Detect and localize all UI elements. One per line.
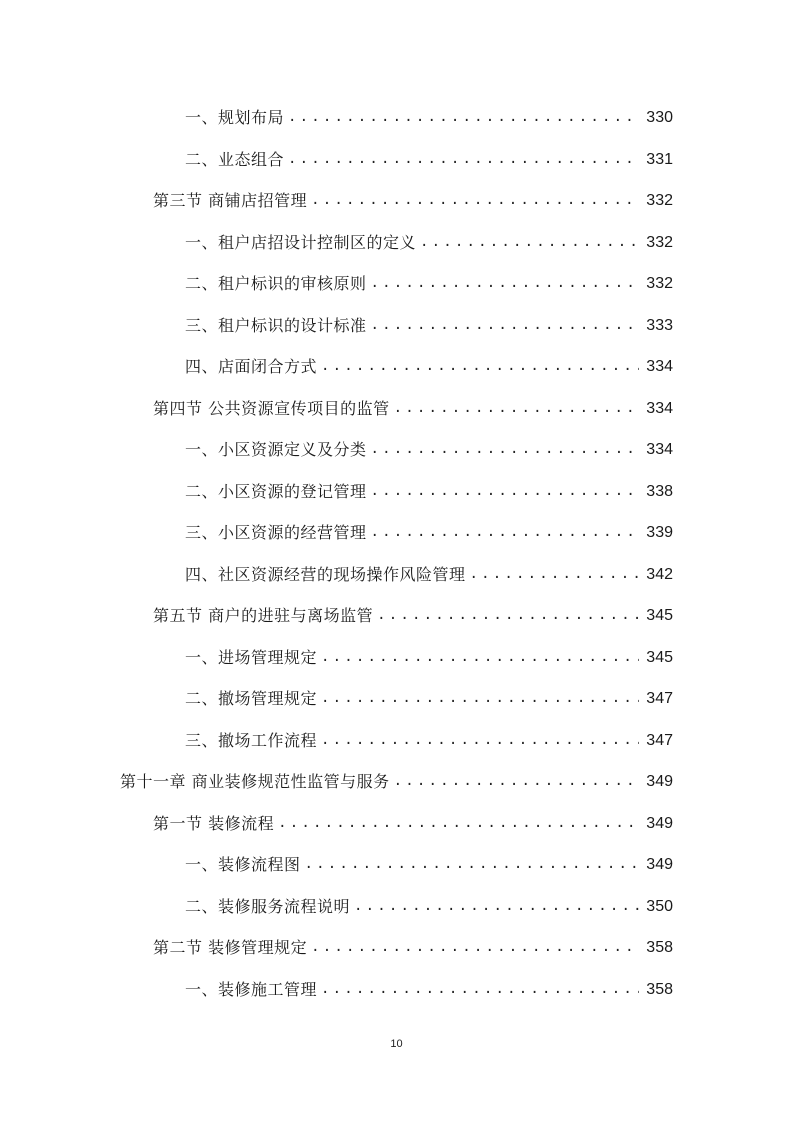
toc-entry-page: 332	[646, 275, 673, 292]
toc-dot-leader	[288, 139, 639, 181]
toc-entry-page: 331	[646, 150, 673, 168]
toc-dot-leader	[321, 637, 639, 679]
toc-entry-title: 一、租户店招设计控制区的定义	[185, 232, 417, 252]
toc-entry[interactable]	[0, 346, 793, 388]
toc-entry-page: 345	[646, 607, 673, 624]
toc-dot-leader	[305, 844, 639, 886]
toc-entry[interactable]	[0, 678, 793, 720]
toc-entry-title: 四、店面闭合方式	[185, 357, 318, 376]
toc-dot-leader	[321, 678, 639, 720]
toc-entry-page: 350	[646, 897, 673, 915]
toc-entry-title: 第二节 装修管理规定	[153, 938, 308, 957]
toc-entry-page: 358	[646, 939, 673, 956]
toc-entry[interactable]	[0, 803, 793, 845]
toc-entry-page: 342	[646, 565, 673, 583]
toc-entry-title: 三、小区资源的经营管理	[185, 523, 367, 542]
toc-entry[interactable]	[0, 388, 793, 430]
toc-entry-page: 334	[646, 358, 673, 375]
toc-entry[interactable]	[0, 263, 793, 305]
toc-entry[interactable]	[0, 595, 793, 637]
toc-entry[interactable]	[0, 637, 793, 679]
toc-entry-title: 一、装修流程图	[185, 855, 301, 874]
toc-entry-page: 358	[646, 980, 673, 998]
toc-dot-leader	[311, 927, 639, 969]
toc-dot-leader	[321, 720, 639, 762]
toc-dot-leader	[321, 346, 639, 388]
toc-dot-leader	[278, 803, 639, 845]
toc-entry-title: 第五节 商户的进驻与离场监管	[153, 606, 374, 625]
toc-entry-title: 一、规划布局	[185, 108, 285, 127]
toc-entry-page: 349	[646, 856, 673, 873]
toc-entry[interactable]	[0, 969, 793, 1011]
toc-entry-title: 三、租户标识的设计标准	[185, 315, 367, 335]
toc-entry-page: 349	[646, 773, 673, 790]
toc-dot-leader	[420, 222, 639, 264]
toc-entry[interactable]	[0, 180, 793, 222]
toc-entry-title: 三、撤场工作流程	[185, 730, 318, 750]
toc-entry[interactable]	[0, 844, 793, 886]
toc-entry-page: 332	[646, 233, 673, 251]
toc-entry-title: 二、撤场管理规定	[185, 689, 318, 708]
toc-entry-title: 第十一章 商业装修规范性监管与服务	[120, 772, 390, 791]
toc-entry-page: 338	[646, 482, 673, 500]
toc-dot-leader	[371, 305, 639, 347]
toc-dot-leader	[394, 388, 639, 430]
toc-dot-leader	[321, 969, 639, 1011]
toc-dot-leader	[354, 886, 639, 928]
toc-entry[interactable]	[0, 305, 793, 347]
toc-entry-title: 二、业态组合	[185, 149, 285, 169]
toc-dot-leader	[394, 761, 639, 803]
toc-entry-title: 四、社区资源经营的现场操作风险管理	[185, 564, 466, 584]
toc-entry-page: 349	[646, 814, 673, 832]
toc-entry-page: 334	[646, 399, 673, 417]
toc-entry[interactable]	[0, 512, 793, 554]
toc-entry[interactable]	[0, 720, 793, 762]
toc-entry[interactable]	[0, 761, 793, 803]
toc-dot-leader	[377, 595, 639, 637]
toc-entry[interactable]	[0, 554, 793, 596]
toc-entry-title: 一、进场管理规定	[185, 647, 318, 667]
toc-entry-title: 二、小区资源的登记管理	[185, 481, 367, 501]
toc-entry[interactable]	[0, 222, 793, 264]
toc-entry-title: 第一节 装修流程	[153, 813, 275, 833]
toc-dot-leader	[371, 471, 639, 513]
toc-entry-page: 330	[646, 109, 673, 126]
table-of-contents	[0, 97, 793, 1010]
toc-entry[interactable]	[0, 886, 793, 928]
toc-entry[interactable]	[0, 471, 793, 513]
toc-entry-title: 二、租户标识的审核原则	[185, 274, 367, 293]
toc-entry-page: 347	[646, 731, 673, 749]
toc-entry-page: 332	[646, 192, 673, 209]
toc-entry[interactable]	[0, 927, 793, 969]
page-number: 10	[390, 1038, 403, 1050]
toc-entry-page: 345	[646, 648, 673, 666]
toc-entry-page: 339	[646, 524, 673, 541]
toc-entry-page: 334	[646, 441, 673, 458]
toc-entry-page: 333	[646, 316, 673, 334]
toc-entry-title: 第三节 商铺店招管理	[153, 191, 308, 210]
toc-entry-title: 第四节 公共资源宣传项目的监管	[153, 398, 390, 418]
toc-dot-leader	[371, 512, 639, 554]
toc-dot-leader	[288, 97, 639, 139]
toc-dot-leader	[311, 180, 639, 222]
toc-entry-page: 347	[646, 690, 673, 707]
toc-entry-title: 一、小区资源定义及分类	[185, 440, 367, 459]
toc-entry[interactable]	[0, 97, 793, 139]
toc-dot-leader	[371, 263, 639, 305]
toc-dot-leader	[371, 429, 639, 471]
toc-entry[interactable]	[0, 429, 793, 471]
toc-dot-leader	[470, 554, 639, 596]
toc-entry-title: 一、装修施工管理	[185, 979, 318, 999]
toc-entry-title: 二、装修服务流程说明	[185, 896, 351, 916]
toc-entry[interactable]	[0, 139, 793, 181]
